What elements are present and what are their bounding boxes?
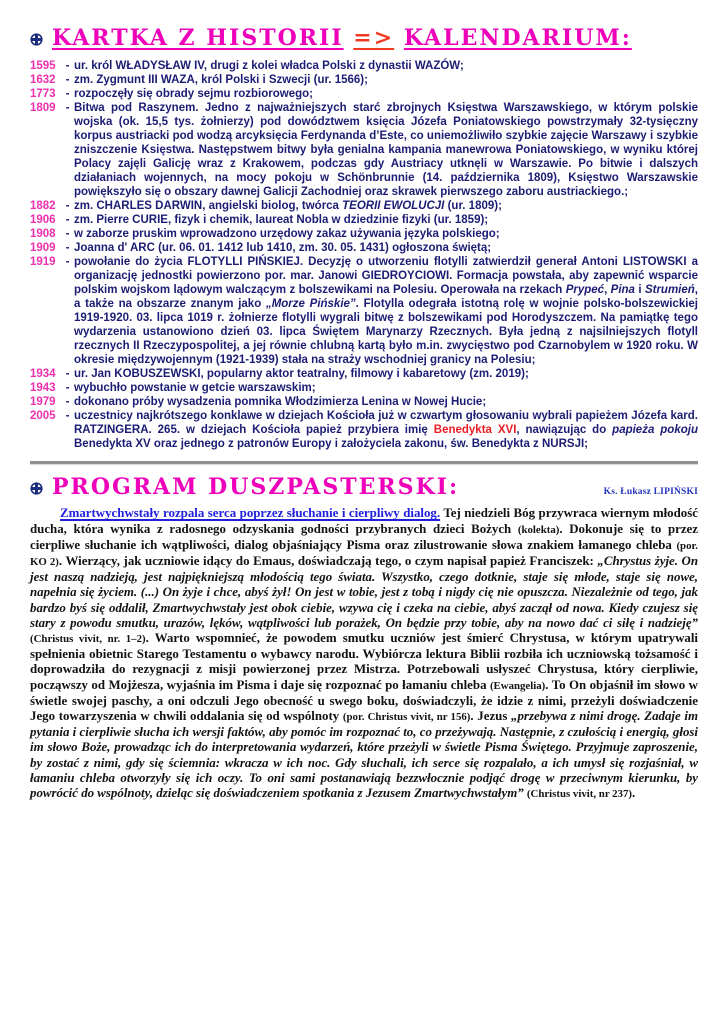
- entry-year: 1943: [30, 382, 56, 395]
- entry-year: 1882: [30, 200, 56, 213]
- text-run: (ur. 1809);: [444, 200, 502, 213]
- kalendarium-subtitle-text: KALENDARIUM:: [403, 25, 632, 51]
- entry-dash: -: [65, 88, 70, 101]
- entry-dash: -: [65, 256, 70, 269]
- text-run-cite: (por. KO 2): [30, 539, 698, 568]
- entry-text: [74, 241, 698, 255]
- text-run: . Wierzący, jak uczniowie idący do Emaus, doświadczają tego, o czym napisał papież Franciszek:: [58, 553, 598, 568]
- text-run-i: Prypeć: [565, 284, 605, 297]
- entry-year: 1909: [30, 242, 56, 255]
- entry-dash: -: [65, 214, 70, 227]
- text-run-red: Benedykta XVI: [433, 424, 517, 437]
- entry-dash: -: [65, 396, 70, 409]
- text-run-cite: (Christus vivit, nr 237): [526, 788, 632, 801]
- entry-dash: -: [65, 102, 70, 115]
- entry-dash: -: [65, 410, 70, 423]
- entry-dash: -: [65, 228, 70, 241]
- kalendarium-entry: [30, 101, 698, 199]
- text-run: zm. CHARLES DARWIN, angielski biolog, twórca: [74, 200, 343, 213]
- entry-text: [74, 101, 698, 199]
- entry-dash: -: [65, 242, 70, 255]
- text-run: Joanna d' ARC (ur. 06. 01. 1412 lub 1410, zm. 30. 05. 1431) ogłoszona świętą;: [74, 242, 492, 255]
- kalendarium-header: [30, 26, 698, 50]
- kalendarium-title: [52, 26, 632, 50]
- text-run-i: papieża pokoju: [612, 424, 698, 437]
- text-run: . To On objaśnił im słowo w świetle swojej paschy, a oni odczuli Jego obecność u swego boku, doświadczyli, że idzie z nimi, przeżyli doświadczenie Jego towarzyszenia w chwili oddalania się od wspólnoty: [30, 677, 698, 724]
- arrow-symbol: =>: [353, 25, 395, 51]
- entry-year: 1809: [30, 102, 56, 115]
- text-run-cite: (kolekta): [517, 523, 560, 536]
- entry-dash: -: [65, 382, 70, 395]
- cross-rosette-icon: [30, 482, 43, 495]
- text-run: dokonano próby wysadzenia pomnika Włodzimierza Lenina w Nowej Hucie;: [74, 396, 487, 409]
- entry-text: [74, 395, 698, 409]
- entry-text: [74, 87, 698, 101]
- entry-text: [74, 367, 698, 381]
- entry-year: 2005: [30, 410, 56, 423]
- text-run: . Flotylla odegrała istotną rolę w wojnie polsko-bolszewickiej 1919-1920. 03. lipca 1019 r. żołnierze flotylli wygrali bitwę z bolszewikami pod Horodyszczem. Na pamiątkę tego wydarzenia ustanowiono dzień 03. lipca Świętem Marynarzy Rzecznych. Była jedną z najsilniejszych flotyll rzecznych II Rzeczypospolitej, a jej równie chlubną kartą było m.in. zwycięstwo pod Czarnobylem w 1920 roku. W okresie międzywojennym (1921-1939) stała na straży wschodniej granicy na Polesiu;: [74, 298, 698, 367]
- entry-text: [74, 59, 698, 73]
- entry-year: 1919: [30, 256, 56, 269]
- entry-text: [74, 381, 698, 395]
- text-run-i: „Morze Pińskie”: [265, 298, 356, 311]
- text-run: . Warto wspomnieć, że powodem smutku uczniów jest śmierć Chrystusa, w którym upatrywali spełnienia obietnic Starego Testamentu o wybawcy narodu. Wybiórcza lektura Biblii rozbiła ich uczniowską tożsamość i doprowadziła do rezygnacji z misji powierzonej przez Mistrza. Potrzebowali usłyszeć Chrystusa, który cierpliwie, począwszy od Mojżesza, wyjaśnia im Pisma i daje się rozpoznać po łamaniu chleba: [30, 631, 698, 692]
- program-paragraph: [30, 506, 698, 802]
- text-run: Tej niedzieli Bóg przywraca wiernym młodość ducha, która wynika z radosnego odzyskania godności przybranych dzieci Bożych: [30, 506, 698, 536]
- entry-text: [74, 227, 698, 241]
- kalendarium-entry: [30, 367, 698, 381]
- section-separator: [30, 461, 698, 465]
- cross-rosette-icon: [30, 33, 43, 46]
- kalendarium-entry: [30, 381, 698, 395]
- kalendarium-entry: [30, 255, 698, 367]
- entry-year: 1934: [30, 368, 56, 381]
- text-run-i: „przebywa z nimi drogę. Zadaje im pytania i cierpliwie słucha ich wersji faktów, aby pomóc im rozpoznać to, co przeżywają. Następnie, z czułością i energią, głosi im słowo Boże, prowadząc ich do interpretowania wydarzeń, które przeżyli w świetle Pisma Świętego. Przyjmuje zaproszenie, by zostać z nimi, gdy się ściemnia: wkracza w ich noc. Gdy słuchali, ich serce się rozpalało, a ich umysł się rozjaśniał, w łamaniu chleba otworzyły się ich oczy. To oni sami postanawiają bezzwłocznie podjąć drogę w przeciwnym kierunku, by powrócić do wspólnoty, dzieląc się doświadczeniem spotkania z Jezusem Zmartwychwstałym”: [30, 709, 698, 801]
- text-run-i: Pina: [610, 284, 635, 297]
- text-run: ur. Jan KOBUSZEWSKI, popularny aktor teatralny, filmowy i kabaretowy (zm. 2019);: [74, 368, 529, 381]
- kalendarium-entry: [30, 87, 698, 101]
- kalendarium-entry: [30, 59, 698, 73]
- kalendarium-entry: [30, 73, 698, 87]
- text-run: .: [631, 786, 636, 801]
- text-run-cite: (Ewangelia): [489, 679, 546, 692]
- text-run: wybuchło powstanie w getcie warszawskim;: [74, 382, 316, 395]
- text-run: zm. Zygmunt III WAZA, król Polski i Szwecji (ur. 1566);: [74, 74, 368, 87]
- text-run: zm. Pierre CURIE, fizyk i chemik, laureat Nobla w dziedzinie fizyki (ur. 1859);: [74, 214, 489, 227]
- entry-text: [74, 199, 698, 213]
- text-run: uczestnicy najkrótszego konklawe w dziejach Kościoła już w czwartym głosowaniu wybrali papieżem Józefa kard. RATZINGERA. 265. w dziejach Kościoła papież przybiera imię: [74, 410, 698, 437]
- entry-year: 1908: [30, 228, 56, 241]
- kalendarium-entry: [30, 213, 698, 227]
- kalendarium-entry: [30, 227, 698, 241]
- entry-year: 1979: [30, 396, 56, 409]
- kalendarium-entry: [30, 395, 698, 409]
- entry-text: [74, 73, 698, 87]
- kalendarium-title-text: KARTKA Z HISTORII: [52, 25, 344, 51]
- entry-text: [74, 409, 698, 451]
- text-run-lead: Zmartwychwstały rozpala serca poprzez słuchanie i cierpliwy dialog.: [60, 506, 441, 521]
- program-header: [30, 475, 698, 499]
- text-run-i: Strumień: [644, 284, 695, 297]
- text-run: rozpoczęły się obrady sejmu rozbiorowego;: [74, 88, 313, 101]
- text-run-i: „Chrystus żyje. On jest naszą nadzieją, jest najpiękniejszą młodością tego świata. Wszystko, czego dotknie, staje się młode, staje się nowe, napełnia się życiem. (...) On żyje i chce, abyś żył! On jest w tobie, jest z tobą i nigdy cię nie opuszcza. Niezależnie od tego, jak bardzo byś się oddalił, Zmartwychwstały jest obok ciebie, wzywa cię i czeka na ciebie, abyś zaczął od nowa. Kiedy czujesz się stary z powodu smutku, urazów, lęków, wątpliwości lub porażek, On będzie przy tobie, aby na nowo dać ci siłę i nadzieję”: [30, 553, 699, 630]
- entry-text: [74, 255, 698, 367]
- kalendarium-entry: [30, 409, 698, 451]
- entry-year: 1632: [30, 74, 56, 87]
- entry-year: 1906: [30, 214, 56, 227]
- text-run-cite: (por. Christus vivit, nr 156): [342, 711, 471, 724]
- text-run: w zaborze pruskim wprowadzono urzędowy zakaz używania języka polskiego;: [74, 228, 500, 241]
- text-run: . Jezus: [470, 709, 512, 724]
- entry-text: [74, 213, 698, 227]
- entry-dash: -: [65, 60, 70, 73]
- kalendarium-entries: [30, 59, 698, 451]
- text-run-cite: (Christus vivit, nr. 1–2): [30, 633, 146, 645]
- text-run: . Dokonuje się to przez cierpliwe słuchanie ich wątpliwości, dialog objaśniający Pisma oraz zilustrowanie słowa znakiem łamanego chleba: [30, 521, 698, 552]
- program-title: PROGRAM DUSZPASTERSKI:: [52, 474, 460, 501]
- text-run: powołanie do życia FLOTYLLI PIŃSKIEJ. Decyzję o utworzeniu flotylli zatwierdził generał Antoni LISTOWSKI a organizację jednostki powierzono por. mar. Janowi GIEDROYCIOWI. Formacja powstała, aby zapewnić wsparcie polskim wojskom lądowym walczącym z bolszewikami na Polesiu. Operowała na rzekach: [74, 256, 698, 297]
- text-run: , a także na obszarze znanym jako: [74, 284, 698, 311]
- text-run-i: TEORII EWOLUCJI: [342, 200, 445, 213]
- entry-dash: -: [65, 200, 70, 213]
- kalendarium-entry: [30, 199, 698, 213]
- text-run: , nawiązując do: [516, 424, 613, 437]
- entry-year: 1595: [30, 60, 56, 73]
- text-run: ur. król WŁADYSŁAW IV, drugi z kolei władca Polski z dynastii WAZÓW;: [74, 60, 464, 73]
- author-name: Ks. Łukasz LIPIŃSKI: [603, 487, 698, 498]
- entry-dash: -: [65, 368, 70, 381]
- entry-year: 1773: [30, 88, 56, 101]
- text-run: i: [634, 284, 645, 297]
- text-run: Bitwa pod Raszynem. Jedno z najważniejszych starć zbrojnych Księstwa Warszawskiego, w którym polskie wojska (ok. 15,5 tys. żołnierzy) pod dowództwem księcia Józefa Poniatowskiego powstrzymały 32-tysięczny korpus austriacki pod wodzą arcyksięcia Ferdynanda d’Este, co uniemożliwiło szybkie zajęcie Warszawy i szybkie zniszczenie Księstwa. Następstwem bitwy była genialna kampania manewrowa Poniatowskiego, w wyniku której Polacy zajęli Galicję wraz z Krakowem, podczas gdy Austriacy utknęli w Warszawie. Po bitwie i dalszych działaniach wojennych, na mocy pokoju w Schönbrunnie (14. października 1809), Księstwo Warszawskie powiększyło się o obszary dawnej Galicji Zachodniej oraz skrawek pierwszego zaboru austriackiego.;: [74, 102, 698, 199]
- text-run: Benedykta XV oraz jednego z patronów Europy i założyciela zakonu, św. Benedykta z NURSJI;: [74, 438, 589, 451]
- entry-dash: -: [65, 74, 70, 87]
- kalendarium-entry: [30, 241, 698, 255]
- text-run: ,: [604, 284, 611, 297]
